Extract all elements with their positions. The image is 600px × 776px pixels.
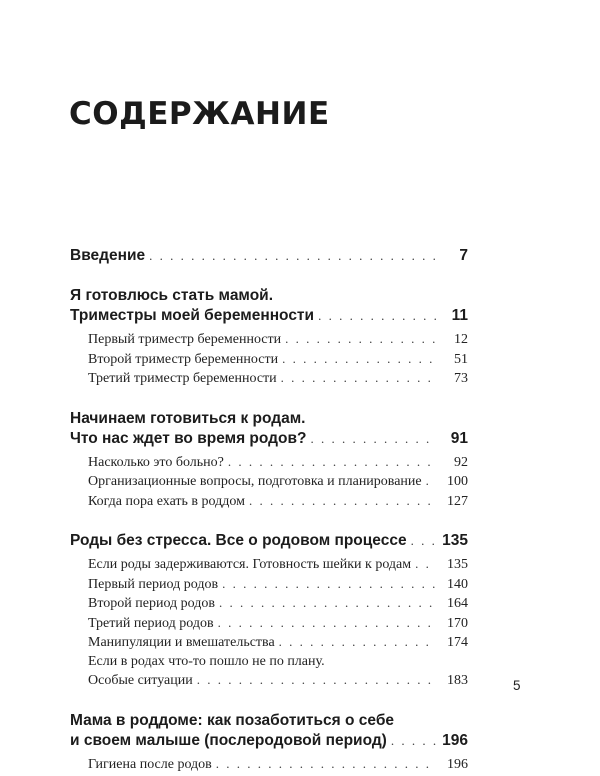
dot-leader: [285, 330, 437, 349]
toc-sub-line: [88, 330, 468, 350]
toc-chapter-line: [70, 731, 468, 751]
toc-sub-entries: [70, 330, 468, 389]
dot-leader: [426, 472, 437, 491]
toc-page-number: 164: [447, 596, 468, 611]
toc-sub-line-text: Гигиена после родов: [88, 756, 212, 772]
toc-sub-line-text: Организационные вопросы, подготовка и планирование: [88, 474, 422, 489]
page-title: СОДЕРЖАНИЕ: [69, 96, 330, 132]
toc-sub-entries: [70, 555, 468, 691]
dot-leader: [411, 531, 437, 551]
toc-sub-entry: [88, 472, 468, 492]
dot-leader: [279, 633, 437, 652]
toc-sub-entries: [70, 755, 468, 775]
dot-leader: [218, 614, 437, 633]
dot-leader: [216, 755, 437, 774]
dot-leader: [197, 671, 437, 690]
toc-chapter-line-text: Что нас ждет во время родов?: [70, 429, 307, 447]
toc-page-number: 135: [442, 532, 468, 549]
toc-chapter-line: [70, 531, 468, 551]
toc-sub-line-text: Манипуляции и вмешательства: [88, 635, 275, 650]
dot-leader: [391, 731, 437, 751]
toc-sub-entry: [88, 369, 468, 389]
toc-page-number: 140: [447, 576, 468, 592]
toc-chapter-line: [70, 429, 468, 449]
toc-sub-entry: [88, 575, 468, 595]
toc-sub-entry: [88, 653, 468, 691]
toc-page-number: 51: [454, 351, 468, 367]
toc-page-number: 92: [454, 454, 468, 470]
dot-leader: [249, 492, 437, 511]
toc-sub-line: [88, 555, 468, 575]
toc-sub-line: [88, 633, 468, 653]
toc-sub-entry: [88, 614, 468, 634]
toc-sub-line-text: Третий период родов: [88, 615, 214, 631]
toc-page-number: 183: [447, 673, 468, 688]
toc-sub-line-text: Второй триместр беременности: [88, 351, 279, 367]
toc-sub-line-text: Если роды задерживаются. Готовность шейки к родам: [88, 557, 412, 572]
toc-page-number: 196: [447, 756, 468, 772]
toc-chapter-line: Я готовлюсь стать мамой.: [70, 287, 273, 304]
toc-chapter-line: [70, 306, 468, 326]
toc-page-number: 7: [459, 247, 468, 264]
toc-chapter-line: Начинаем готовиться к родам.: [70, 409, 306, 427]
toc-sub-line: [88, 594, 468, 614]
toc-page-number: 170: [447, 615, 468, 631]
toc-page-number: 174: [447, 635, 468, 650]
toc-sub-line-text: Третий триместр беременности: [88, 371, 277, 386]
toc-sub-entries: [70, 453, 468, 512]
dot-leader: [318, 306, 437, 326]
toc-sub-line: [88, 350, 468, 370]
toc-sub-entry: [88, 492, 468, 512]
toc-sub-entry: [88, 555, 468, 575]
toc-chapter-line-text: и своем малыше (послеродовой период): [70, 731, 387, 749]
toc-page-number: 100: [447, 474, 468, 489]
toc-chapter-line-text: Роды без стресса. Все о родовом процессе: [70, 532, 407, 549]
dot-leader: [149, 246, 437, 266]
toc-page-number: 196: [442, 731, 468, 749]
dot-leader: [415, 555, 437, 574]
toc-chapter: [70, 246, 468, 266]
toc-chapter-line: Мама в роддоме: как позаботиться о себе: [70, 711, 395, 729]
dot-leader: [281, 369, 437, 388]
dot-leader: [219, 594, 437, 613]
toc-sub-line-text: Первый период родов: [88, 576, 219, 592]
toc-sub-entry: [88, 755, 468, 775]
toc-chapter-line-text: Введение: [70, 247, 146, 264]
toc-sub-entry: [88, 330, 468, 350]
toc-sub-line: [88, 369, 468, 389]
toc-sub-line: [88, 671, 468, 691]
toc-sub-line: [88, 755, 468, 775]
toc-sub-line: Если в родах что-то пошло не по плану.: [88, 653, 325, 669]
toc-sub-line: [88, 453, 468, 473]
toc-chapter: [70, 286, 468, 389]
toc-chapter: [70, 711, 468, 775]
toc-chapter-line-text: Триместры моей беременности: [70, 307, 315, 324]
toc-page-number: 11: [451, 307, 468, 324]
table-of-contents: [70, 246, 468, 774]
toc-sub-entry: [88, 633, 468, 653]
toc-sub-line: [88, 614, 468, 634]
toc-sub-line: [88, 492, 468, 512]
toc-page-number: 127: [447, 493, 468, 509]
toc-sub-line: [88, 472, 468, 492]
page-number-folio: 5: [513, 678, 521, 693]
toc-sub-line-text: Насколько это больно?: [88, 454, 224, 470]
toc-sub-line: [88, 575, 468, 595]
toc-chapter: [70, 409, 468, 512]
toc-chapter-line: [70, 246, 468, 266]
toc-sub-line-text: Когда пора ехать в роддом: [88, 493, 245, 509]
toc-sub-entry: [88, 453, 468, 473]
toc-page-number: 135: [447, 557, 468, 572]
dot-leader: [310, 429, 437, 449]
toc-sub-entry: [88, 350, 468, 370]
toc-chapter: [70, 531, 468, 691]
toc-sub-entry: [88, 594, 468, 614]
dot-leader: [228, 453, 437, 472]
toc-sub-line-text: Особые ситуации: [88, 673, 193, 688]
toc-sub-line-text: Второй период родов: [88, 596, 216, 611]
dot-leader: [222, 575, 437, 594]
dot-leader: [282, 350, 437, 369]
toc-sub-line-text: Первый триместр беременности: [88, 332, 282, 347]
toc-page-number: 91: [450, 429, 468, 447]
toc-page-number: 73: [454, 371, 468, 386]
toc-page-number: 12: [454, 332, 468, 347]
